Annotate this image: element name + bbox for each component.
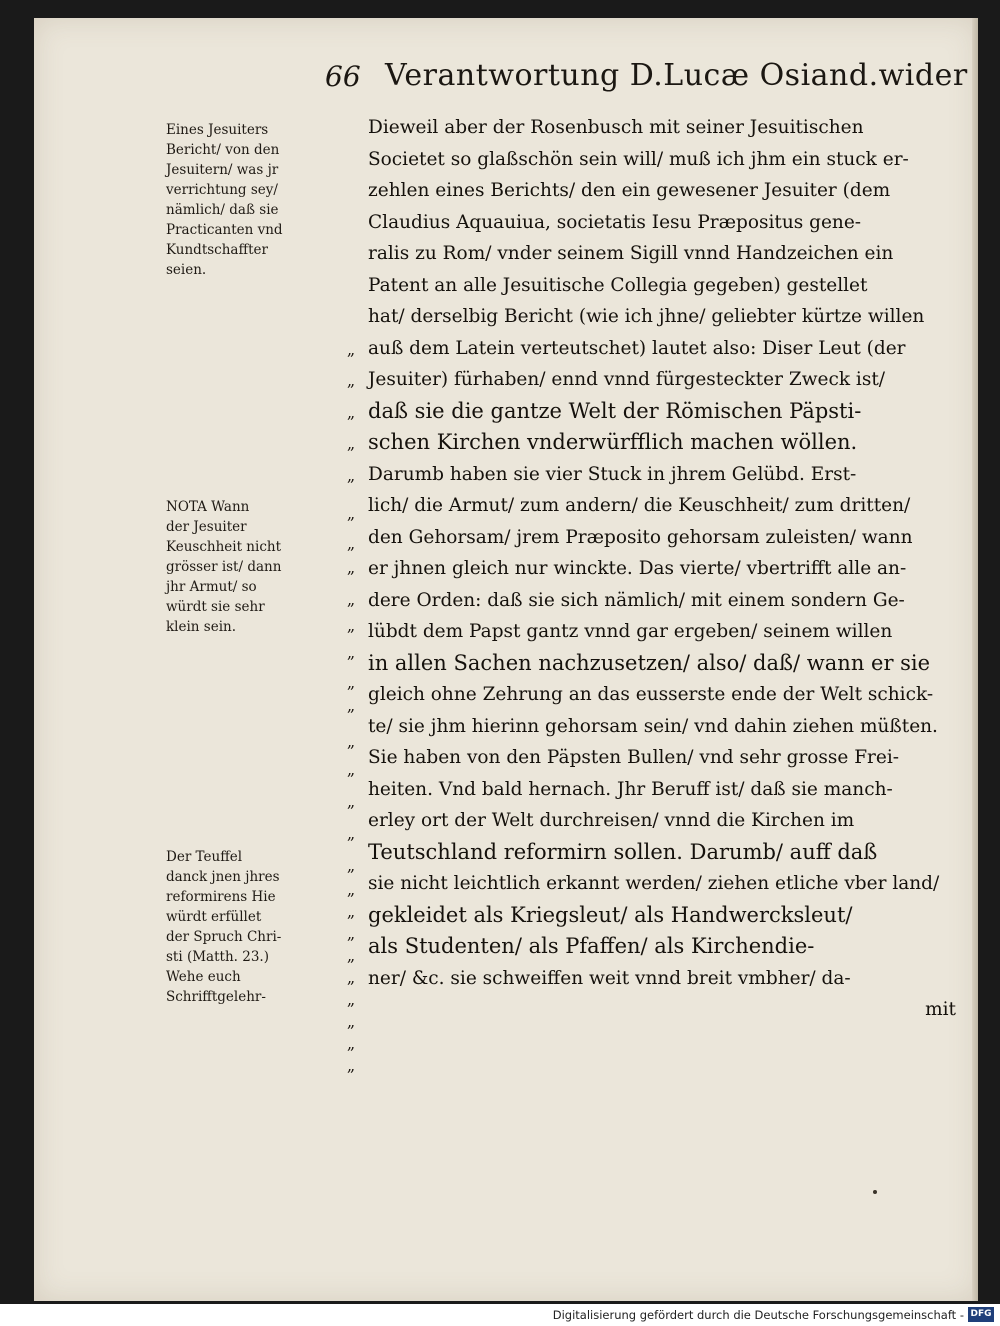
running-head: Verantwortung D.Lucæ Osiand.wider	[385, 58, 968, 93]
quote-mark: „	[346, 946, 356, 965]
sidenote-line: Bericht/ von den	[166, 142, 280, 158]
quote-mark: „	[346, 990, 356, 1009]
sidenote-line: Practicanten vnd	[166, 222, 283, 238]
sidenote-line: NOTA Wann	[166, 499, 250, 515]
sidenote-line: Kundtschaffter	[166, 242, 268, 258]
text-line: ner/ &c. sie schweiffen weit vnnd breit vmbher/ da-	[368, 967, 851, 989]
text-line: heiten. Vnd bald hernach. Jhr Beruff ist/ daß sie manch-	[368, 778, 893, 800]
sidenote-line: der Jesuiter	[166, 519, 247, 535]
quote-mark: „	[346, 434, 356, 453]
page-edge	[972, 18, 978, 1301]
sidenote-line: Eines Jesuiters	[166, 122, 269, 138]
text-line: Societet so glaßschön sein will/ muß ich jhm ein stuck er-	[368, 148, 909, 170]
text-line: sie nicht leichtlich erkannt werden/ ziehen etliche vber land/	[368, 873, 940, 894]
funding-notice: Digitalisierung gefördert durch die Deutsche Forschungsgemeinschaft -	[552, 1308, 964, 1322]
text-line: Jesuiter) fürhaben/ ennd vnnd fürgesteckter Zweck ist/	[368, 369, 886, 390]
sidenote-line: jhr Armut/ so	[166, 579, 257, 595]
text-line: er jhnen gleich nur winckte. Das vierte/ vbertrifft alle an-	[368, 558, 907, 579]
sidenote-line: Wehe euch	[166, 969, 241, 985]
quote-mark: „	[346, 902, 356, 921]
text-line: erley ort der Welt durchreisen/ vnnd die Kirchen im	[368, 810, 855, 831]
main-text-block	[368, 112, 968, 1026]
quote-mark: „	[346, 1012, 356, 1031]
quote-mark: „	[346, 558, 356, 577]
quote-mark: „	[346, 504, 356, 523]
sidenote-line: nämlich/ daß sie	[166, 202, 279, 218]
sidenote-line: klein sein.	[166, 619, 237, 635]
quote-mark: „	[346, 792, 356, 811]
quote-mark: „	[346, 732, 356, 751]
text-line: hat/ derselbig Bericht (wie ich jhne/ geliebter kürtze willen	[368, 306, 925, 327]
sidenote-line: grösser ist/ dann	[166, 559, 282, 575]
text-line: auß dem Latein verteutschet) lautet also: Diser Leut (der	[368, 337, 906, 359]
paper-speck	[873, 1190, 877, 1194]
dfg-logo: DFG	[968, 1307, 994, 1322]
sidenote-line: Schrifftgelehr-	[166, 989, 266, 1005]
quote-mark: „	[346, 924, 356, 943]
sidenote-line: reformirens Hie	[166, 889, 276, 905]
quote-mark: „	[346, 968, 356, 987]
quote-mark: „	[346, 1056, 356, 1075]
sidenote-line: sti (Matth. 23.)	[166, 949, 269, 965]
text-line: als Studenten/ als Pfaffen/ als Kirchendie-	[368, 934, 815, 958]
sidenote-line: Keuschheit nicht	[166, 539, 282, 555]
text-line: Sie haben von den Päpsten Bullen/ vnd sehr grosse Frei-	[368, 747, 900, 768]
quote-mark: „	[346, 466, 356, 485]
text-line: te/ sie jhm hierinn gehorsam sein/ vnd dahin ziehen müßten.	[368, 715, 938, 737]
quote-mark: „	[346, 880, 356, 899]
quote-mark: „	[346, 616, 356, 635]
quote-mark: „	[346, 673, 356, 692]
sidenote-line: seien.	[166, 262, 207, 278]
quote-mark: „	[346, 824, 356, 843]
page-header	[325, 58, 968, 108]
sidenote-line: verrichtung sey/	[166, 182, 278, 198]
text-line: Darumb haben sie vier Stuck in jhrem Gelübd. Erst-	[368, 463, 857, 485]
sidenote-line: Jesuitern/ was jr	[166, 162, 279, 178]
sidenote-jesuit-report	[166, 120, 346, 280]
sidenote-line: würdt sie sehr	[166, 599, 265, 615]
text-line: schen Kirchen vnderwürfflich machen wöllen.	[368, 430, 858, 454]
text-line: lich/ die Armut/ zum andern/ die Keuschheit/ zum dritten/	[368, 495, 911, 516]
text-line: in allen Sachen nachzusetzen/ also/ daß/ wann er sie	[368, 650, 931, 675]
text-line: mit	[925, 999, 956, 1020]
sidenote-nota	[166, 497, 346, 637]
quote-mark: „	[346, 403, 356, 422]
text-line: den Gehorsam/ jrem Præposito gehorsam zuleisten/ wann	[368, 526, 913, 548]
sidenote-line: der Spruch Chri-	[166, 929, 282, 945]
sidenote-devil	[166, 847, 346, 1007]
book-page	[34, 18, 978, 1301]
text-line: Claudius Aquauiua, societatis Iesu Præpositus gene-	[368, 211, 862, 233]
text-line: Teutschland reformirn sollen. Darumb/ auff daß	[368, 839, 878, 864]
text-line: lübdt dem Papst gantz vnnd gar ergeben/ seinem willen	[368, 621, 893, 642]
quote-mark: „	[346, 643, 356, 662]
text-line: zehlen eines Berichts/ den ein gewesener Jesuiter (dem	[368, 180, 891, 201]
quote-mark: „	[346, 590, 356, 609]
text-line: ralis zu Rom/ vnder seinem Sigill vnnd Handzeichen ein	[368, 243, 894, 264]
text-line: gekleidet als Kriegsleut/ als Handwercksleut/	[368, 902, 853, 927]
text-line: daß sie die gantze Welt der Römischen Päpsti-	[368, 398, 862, 423]
quote-mark: „	[346, 696, 356, 715]
quote-mark: „	[346, 760, 356, 779]
footer-bar	[0, 1304, 1000, 1326]
text-line: gleich ohne Zehrung an das eusserste ende der Welt schick-	[368, 684, 934, 705]
quote-mark: „	[346, 534, 356, 553]
page-number: 66	[325, 60, 361, 93]
text-line: dere Orden: daß sie sich nämlich/ mit einem sondern Ge-	[368, 589, 905, 611]
quote-mark: „	[346, 371, 356, 390]
sidenote-line: würdt erfüllet	[166, 909, 262, 925]
quote-mark: „	[346, 856, 356, 875]
sidenote-line: Der Teuffel	[166, 849, 243, 865]
sidenote-line: danck jnen jhres	[166, 869, 280, 885]
quote-mark: „	[346, 1034, 356, 1053]
text-line: Patent an alle Jesuitische Collegia gegeben) gestellet	[368, 274, 868, 296]
quote-mark: „	[346, 340, 356, 359]
text-line: Dieweil aber der Rosenbusch mit seiner Jesuitischen	[368, 117, 864, 138]
